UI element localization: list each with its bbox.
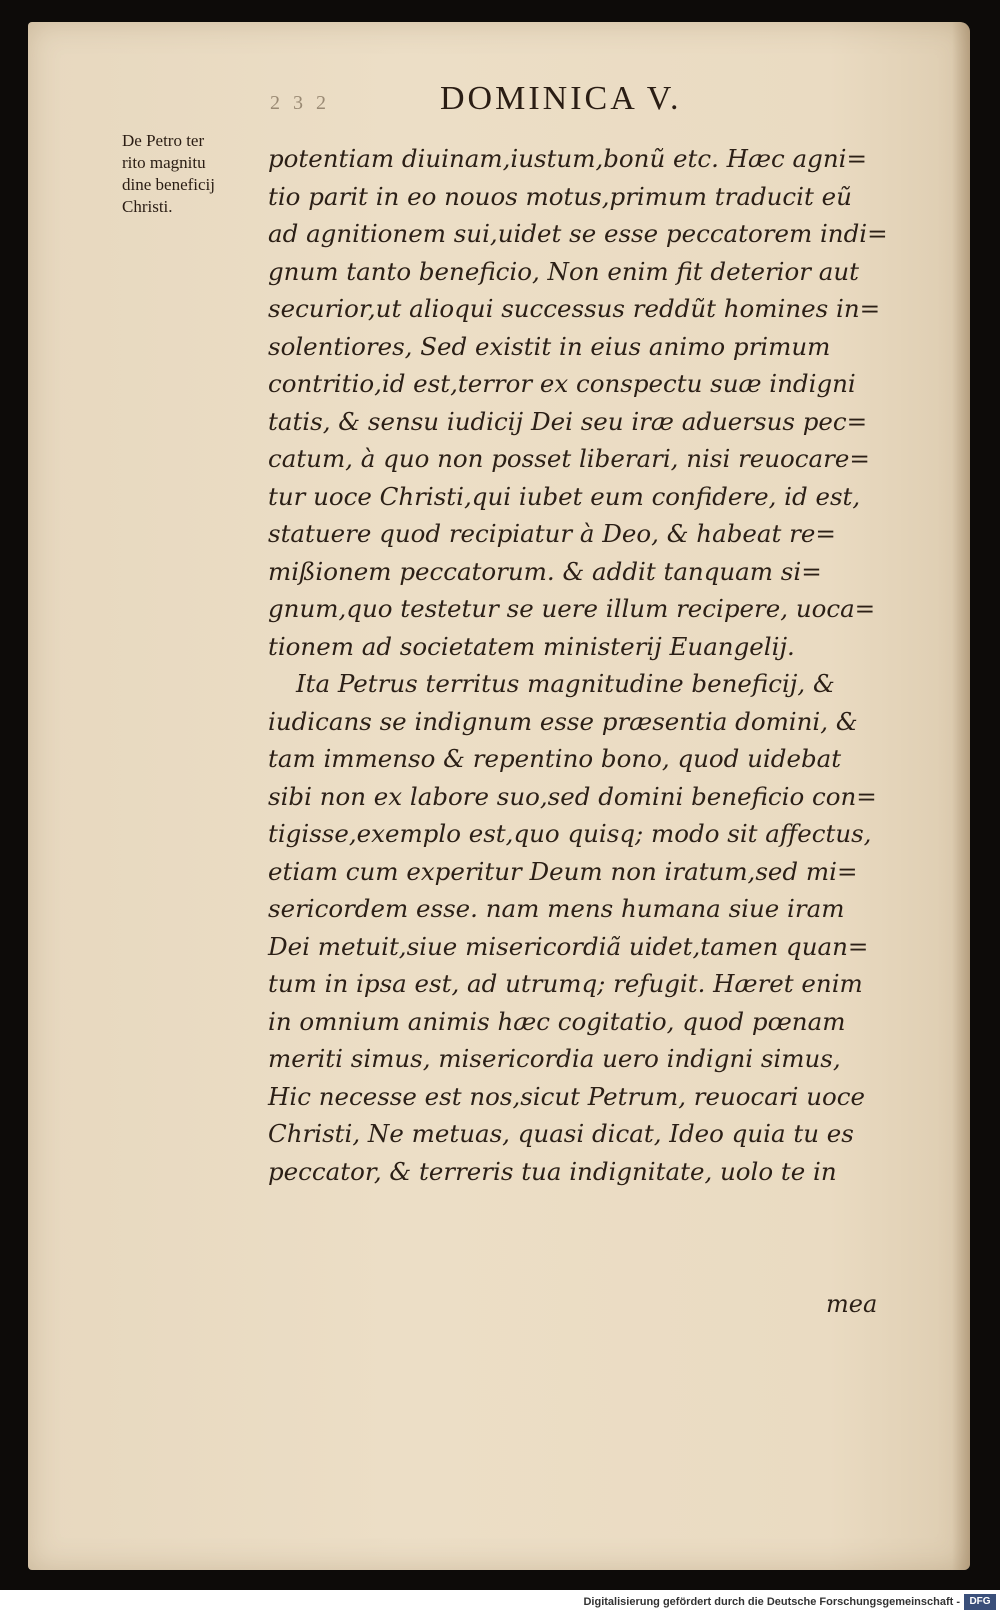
- text-line: peccator, & terreris tua indignitate, uolo te in: [268, 1156, 837, 1186]
- text-line: ad agnitionem sui,uidet se esse peccatorem indi=: [268, 219, 888, 248]
- page-edge: [952, 22, 970, 1570]
- text-line: tatis, & sensu iudicij Dei seu iræ aduersus pec=: [268, 406, 868, 436]
- body-text: [268, 140, 888, 1190]
- text-line: securior,ut alioqui successus reddũt homines in=: [268, 294, 881, 323]
- marginal-note-line: De Petro ter: [122, 131, 205, 150]
- text-line: etiam cum experitur Deum non iratum,sed mi=: [268, 856, 858, 886]
- text-line: tigisse,exemplo est,quo quisq; modo sit affectus,: [268, 819, 872, 848]
- funding-credit: Digitalisierung gefördert durch die Deutsche Forschungsgemeinschaft -: [583, 1596, 960, 1608]
- text-line: catum, à quo non posset liberari, nisi reuocare=: [268, 444, 870, 473]
- text-line: potentiam diuinam,iustum,bonũ etc. Hæc agni=: [268, 144, 867, 173]
- page-mark: 2 3 2: [270, 92, 330, 114]
- text-line: mißionem peccatorum. & addit tanquam si=: [268, 556, 822, 586]
- text-line: gnum,quo testetur se uere illum recipere, uoca=: [268, 594, 876, 623]
- text-line: Dei metuit,siue misericordiã uidet,tamen quan=: [268, 931, 869, 961]
- text-line: tio parit in eo nouos motus,primum traducit eũ: [268, 181, 852, 211]
- marginal-note-line: rito magnitu: [122, 153, 206, 172]
- text-line: solentiores, Sed existit in eius animo primum: [268, 331, 831, 361]
- marginal-note-line: Christi.: [122, 197, 173, 216]
- text-line: iudicans se indignum esse præsentia domini, &: [268, 706, 858, 736]
- text-line: in omnium animis hæc cogitatio, quod pœnam: [268, 1006, 846, 1036]
- text-line: sibi non ex labore suo,sed domini beneficio con=: [268, 781, 877, 811]
- text-line: tur uoce Christi,qui iubet eum confidere, id est,: [268, 481, 861, 511]
- marginal-note-line: dine beneficij: [122, 175, 215, 194]
- text-line: contritio,id est,terror ex conspectu suæ indigni: [268, 369, 856, 398]
- text-line: gnum tanto beneficio, Non enim fit deterior aut: [268, 256, 859, 286]
- text-line: Hic necesse est nos,sicut Petrum, reuocari uoce: [268, 1081, 865, 1111]
- running-head: DOMINICA V.: [440, 80, 682, 117]
- text-line: sericordem esse. nam mens humana siue iram: [268, 894, 845, 923]
- marginal-note: [122, 130, 272, 218]
- catchword: mea: [826, 1290, 878, 1318]
- dfg-logo: DFG: [964, 1594, 996, 1610]
- text-line: Christi, Ne metuas, quasi dicat, Ideo quia tu es: [268, 1119, 854, 1148]
- text-line: tionem ad societatem ministerij Euangelij.: [268, 631, 795, 661]
- text-line: tum in ipsa est, ad utrumq; refugit. Hæret enim: [268, 969, 863, 998]
- paragraph-start-line: Ita Petrus territus magnitudine beneficij, &: [296, 669, 835, 698]
- text-line: statuere quod recipiatur à Deo, & habeat re=: [268, 519, 836, 548]
- text-line: meriti simus, misericordia uero indigni simus,: [268, 1044, 841, 1073]
- text-line: tam immenso & repentino bono, quod uidebat: [268, 744, 842, 773]
